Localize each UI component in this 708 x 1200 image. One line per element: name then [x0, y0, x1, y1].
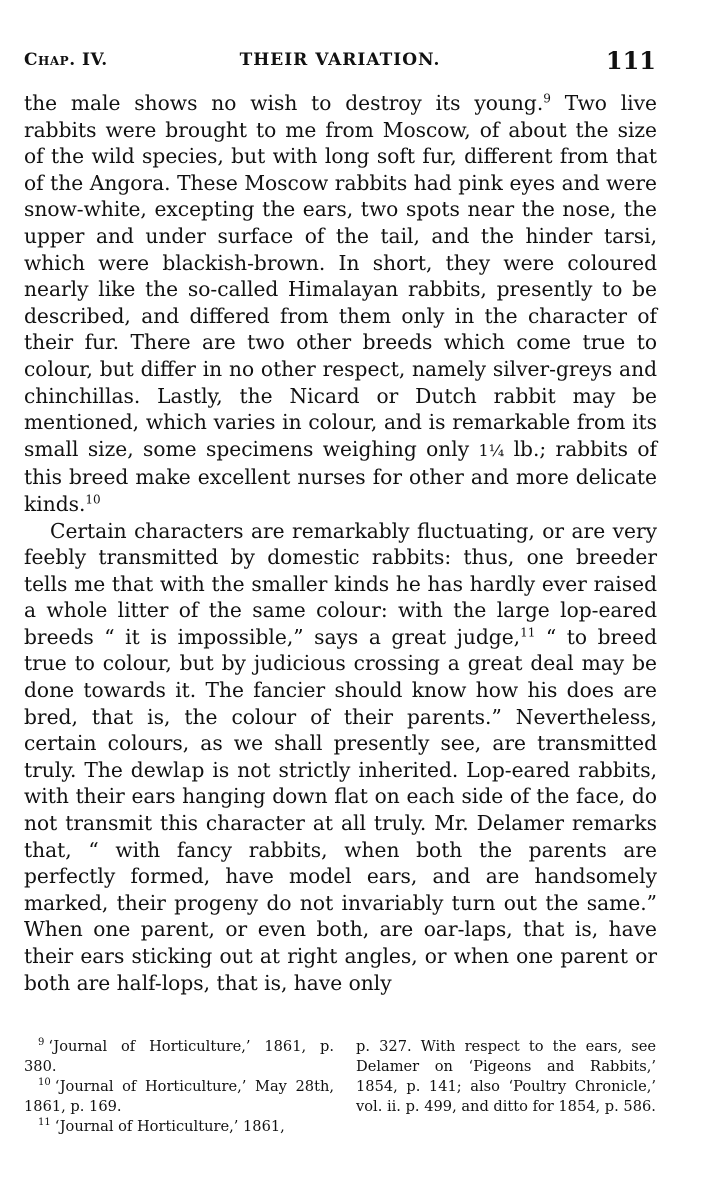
paragraph-1-text-c: lb.; rabbits of this breed make excellent nurses for other and more delicate kinds.: [24, 436, 658, 516]
footnote-ref-11: 11: [520, 625, 536, 640]
page-number: 111: [605, 46, 656, 75]
footnote-11-mark: 11: [38, 1117, 51, 1129]
footnote-10-mark: 10: [38, 1077, 51, 1089]
footnote-ref-10: 10: [85, 492, 101, 507]
footnote-11: [24, 1117, 334, 1137]
paragraph-2: [24, 518, 657, 997]
footnote-9-mark: 9: [38, 1037, 45, 1049]
footnotes-right-column: [356, 1037, 656, 1117]
paragraph-1-text-a: the male shows no wish to destroy its young.: [24, 91, 544, 115]
paragraph-2-text-a: Certain characters are remarkably fluctuating, or are very feebly transmitted by domestic rabbits: thus, one breeder tells me that with the smaller kinds he has hardly ever raised a whole litter of the same colour: with the large lop-eared breeds “ it is impossible,” says a great judge,: [24, 518, 657, 649]
footnotes-left-column: [24, 1037, 334, 1137]
footnote-11-text-a: ‘Journal of Horticulture,’ 1861,: [54, 1118, 285, 1135]
fraction: 1¼: [478, 440, 505, 460]
paragraph-1: [24, 90, 657, 518]
footnote-10-text: ‘Journal of Horticulture,’ May 28th, 1861, p. 169.: [24, 1078, 334, 1115]
footnote-9: [24, 1037, 334, 1077]
chapter-label: Chap. IV.: [24, 50, 108, 70]
footnote-11-continued: [356, 1037, 656, 1117]
paragraph-2-text-b: “ to breed true to colour, but by judicious crossing a great deal may be done towards it. The fancier should know how his does are bred, that is, the colour of their parents.” Nevertheless, certain colours, as we shall presently see, are transmitted truly. The dewlap is not strictly inherited. Lop-eared rabbits, with their ears hanging down flat on each side of the face, do not transmit this character at all truly. Mr. Delamer remarks that, “ with fancy rabbits, when both the parents are perfectly formed, have model ears, and are handsomely marked, their progeny do not invariably turn out the same.” When one parent, or even both, are oar-laps, that is, have their ears sticking out at right angles, or when one parent or both are half-lops, that is, have only: [24, 624, 657, 995]
footnote-10: [24, 1077, 334, 1117]
footnote-ref-9: 9: [543, 91, 551, 106]
body-text: [24, 90, 657, 996]
running-header: [24, 46, 656, 76]
running-title: THEIR VARIATION.: [239, 50, 441, 70]
footnote-9-text: ‘Journal of Horticulture,’ 1861, p. 380.: [24, 1038, 334, 1075]
footnote-11-text-b: p. 327. With respect to the ears, see Delamer on ‘Pigeons and Rabbits,’ 1854, p. 141; also ‘Poultry Chronicle,’ vol. ii. p. 499, and ditto for 1854, p. 586.: [356, 1038, 656, 1115]
paragraph-1-text-b: Two live rabbits were brought to me from Moscow, of about the size of the wild species, but with long soft fur, different from that of the Angora. These Moscow rabbits had pink eyes and were snow-white, excepting the ears, two spots near the nose, the upper and under surface of the tail, and the hinder tarsi, which were blackish-brown. In short, they were coloured nearly like the so-called Himalayan rabbits, presently to be described, and differed from them only in the character of their fur. There are two other breeds which come true to colour, but differ in no other respect, namely silver-greys and chinchillas. Lastly, the Nicard or Dutch rabbit may be mentioned, which varies in colour, and is remarkable from its small size, some specimens weighing only: [24, 91, 657, 461]
